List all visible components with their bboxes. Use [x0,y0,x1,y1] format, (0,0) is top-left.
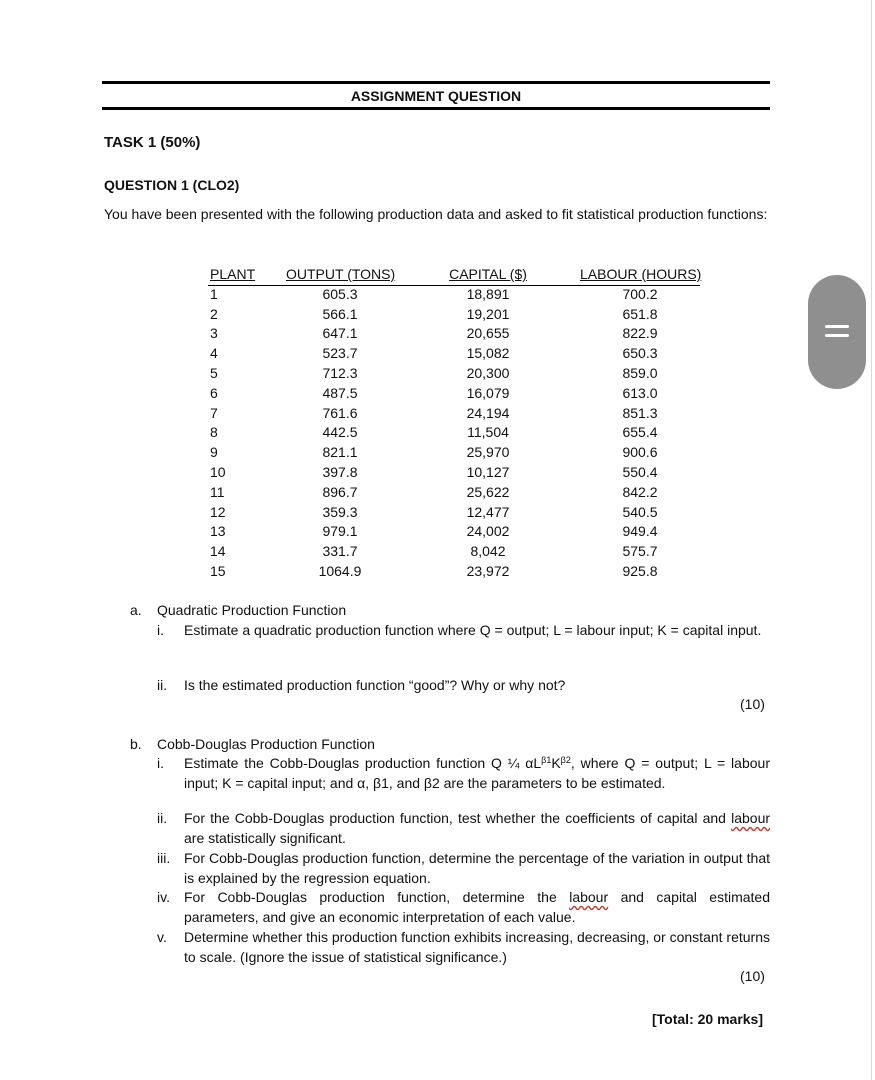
part-b-item-iv-text [184,887,770,927]
part-b-label: b. [130,736,142,752]
table-cell: 24,002 [466,523,510,540]
table-cell: 851.3 [622,404,658,421]
table-row [208,364,700,384]
item-ii-post: are statistically significant. [184,830,346,846]
table-row [208,384,700,404]
table-cell: 10 [210,463,226,480]
table-header-cell: LABOUR (HOURS) [580,266,702,282]
table-cell: 15,082 [466,345,510,362]
table-row [208,463,700,483]
part-a-item-ii-label: ii. [157,677,168,693]
table-cell: 900.6 [622,444,658,461]
table-cell: 1064.9 [318,562,362,579]
table-cell: 359.3 [322,503,358,520]
part-a-label: a. [130,602,142,618]
table-cell: 9 [210,444,218,461]
task-title: TASK 1 (50%) [104,134,201,151]
table-cell: 896.7 [322,483,358,500]
part-a-title: Quadratic Production Function [157,602,347,618]
table-cell: 523.7 [322,345,358,362]
page-edge [871,0,872,1080]
part-a-item-i-text: Estimate a quadratic production function where Q = output; L = labour input; K = capital input. [184,622,762,638]
total-marks: [Total: 20 marks] [652,1011,763,1027]
table-cell: 540.5 [622,503,658,520]
table-row [208,522,700,542]
table-header-cell: OUTPUT (TONS) [286,266,396,282]
part-b-item-i-text [184,753,770,793]
table-cell: 979.1 [322,523,358,540]
table-row [208,423,700,443]
table-cell: 575.7 [622,543,658,560]
table-row [208,542,700,562]
spellcheck-word: labour [731,810,771,826]
table-cell: 19,201 [466,305,510,322]
table-cell: 15 [210,562,226,579]
table-cell: 25,970 [466,444,510,461]
item-iv-post: and capital estimated parameters, and give an economic interpretation of each value. [184,889,770,925]
table-cell: 12 [210,503,226,520]
table-cell: 487.5 [322,384,358,401]
grip-icon [825,334,849,337]
item-ii-pre: For the Cobb-Douglas production function, test whether the coefficients of capital and [184,810,726,826]
table-cell: 566.1 [322,305,358,322]
table-cell: 650.3 [622,345,658,362]
part-b-item-v-text: Determine whether this production function exhibits increasing, decreasing, or constant returns to scale. (Ignore the issue of statistical significance.) [184,929,770,965]
table-cell: 8,042 [470,543,506,560]
table-row [208,503,700,523]
table-row [208,344,700,364]
table-cell: 24,194 [466,404,510,421]
table-cell: 23,972 [466,562,510,579]
part-b-item-ii-label: ii. [157,810,168,826]
spellcheck-word: labour [569,889,609,905]
table-cell: 550.4 [622,463,658,480]
table-cell: 761.6 [322,404,358,421]
part-a-item-ii-text: Is the estimated production function “good”? Why or why not? [184,677,566,693]
header-rule-top [102,81,770,84]
part-a-marks: (10) [740,696,765,712]
table-cell: 20,300 [466,364,510,381]
table-cell: 11 [210,483,225,500]
table-cell: 647.1 [322,325,358,342]
grip-icon [825,325,849,328]
table-header-cell: PLANT [210,266,256,282]
question-intro: You have been presented with the following production data and asked to fit statistical production functions: [104,206,768,222]
part-b-title: Cobb-Douglas Production Function [157,736,375,752]
table-cell: 712.3 [322,364,358,381]
part-b-item-v-label: v. [157,929,167,945]
table-cell: 10,127 [466,463,510,480]
table-cell: 11,504 [467,424,509,441]
part-b-item-iii-label: iii. [157,850,171,866]
table-row [208,443,700,463]
table-cell: 949.4 [622,523,658,540]
production-data-table [208,265,700,582]
table-cell: 1 [210,285,218,302]
part-b-item-i-label: i. [157,755,164,771]
part-b-item-ii-text [184,808,770,848]
table-cell: 2 [210,305,218,322]
scroll-handle[interactable] [808,275,866,389]
table-row [208,483,700,503]
table-cell: 331.7 [322,543,358,560]
table-cell: 14 [210,543,226,560]
part-b-item-iv-label: iv. [157,889,170,905]
table-cell: 859.0 [622,364,658,381]
formula-sup-beta1: β1 [541,755,552,765]
formula-k: K [551,755,561,771]
table-cell: 842.2 [622,483,658,500]
part-b-item-iii-text: For Cobb-Douglas production function, determine the percentage of the variation in output that is explained by the regression equation. [184,850,770,886]
table-row [208,285,700,305]
formula-sup-beta2: β2 [560,755,571,765]
table-cell: 16,079 [466,384,510,401]
table-cell: 13 [210,523,226,540]
table-cell: 3 [210,325,218,342]
table-header [208,265,700,285]
table-cell: 613.0 [622,384,658,401]
table-cell: 20,655 [466,325,510,342]
table-cell: 4 [210,345,218,362]
table-cell: 7 [210,404,218,421]
table-row [208,305,700,325]
table-row [208,404,700,424]
table-row [208,324,700,344]
table-cell: 12,477 [466,503,510,520]
table-cell: 397.8 [322,463,358,480]
table-cell: 8 [210,424,218,441]
table-cell: 700.2 [622,285,658,302]
header-title: ASSIGNMENT QUESTION [350,88,522,104]
table-cell: 605.3 [322,285,358,302]
formula-pre: Estimate the Cobb-Douglas production function Q ¼ αL [184,755,542,771]
table-row [208,562,700,582]
table-header-rule [208,285,700,286]
formula-post: , where Q = output; L = labour input; K = capital input; and α, β1, and β2 are the parameters to be estimated. [184,755,770,791]
table-cell: 925.8 [622,562,658,579]
table-cell: 651.8 [622,305,658,322]
part-a-item-i-label: i. [157,622,164,638]
table-cell: 5 [210,364,218,381]
table-cell: 442.5 [322,424,358,441]
table-cell: 6 [210,384,218,401]
item-iv-pre: For Cobb-Douglas production function, determine the [184,889,570,905]
table-cell: 821.1 [322,444,358,461]
table-cell: 655.4 [622,424,658,441]
header-rule-bottom [102,107,770,110]
table-header-cell: CAPITAL ($) [449,266,527,282]
question-heading: QUESTION 1 (CLO2) [104,177,240,193]
table-cell: 18,891 [466,285,510,302]
table-cell: 822.9 [622,325,658,342]
table-cell: 25,622 [466,483,510,500]
part-b-marks: (10) [740,968,765,984]
